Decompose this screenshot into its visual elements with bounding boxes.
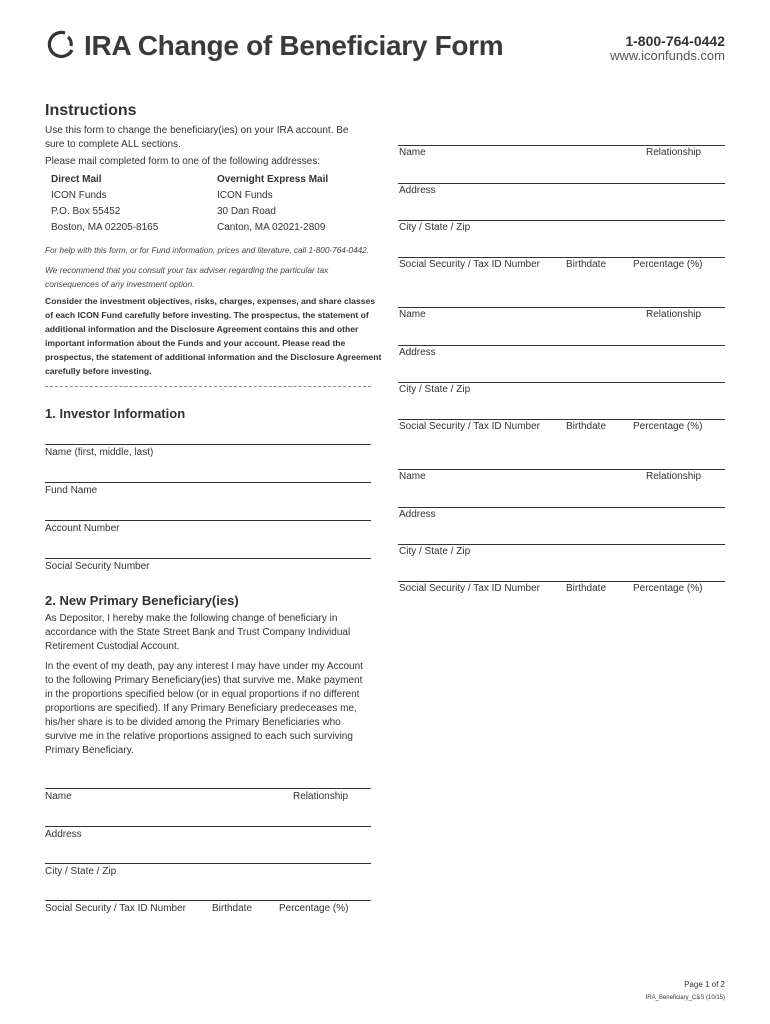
section1-heading: 1. Investor Information (45, 406, 186, 421)
beneficiary-city-label: City / State / Zip (399, 546, 471, 557)
beneficiary-city-label: City / State / Zip (399, 384, 471, 395)
beneficiary-address-line[interactable] (398, 183, 725, 184)
beneficiary-name-label: Name (399, 309, 426, 320)
beneficiary-percentage-label: Percentage (%) (633, 583, 703, 594)
section2-para2-line: in the proportions specified below (or in equal proportions if no different (45, 689, 360, 700)
direct-mail-line: Boston, MA 02205-8165 (51, 222, 159, 233)
website-link[interactable]: www.iconfunds.com (610, 48, 725, 63)
prospectus-line: carefully before investing. (45, 366, 152, 376)
beneficiary-percentage-label: Percentage (%) (279, 903, 349, 914)
fund-name-line[interactable] (45, 482, 371, 483)
account-number-label: Account Number (45, 523, 120, 534)
direct-mail-heading: Direct Mail (51, 174, 102, 185)
beneficiary-ssn-label: Social Security / Tax ID Number (399, 259, 540, 270)
section2-para1-line: As Depositor, I hereby make the following change of beneficiary in (45, 613, 338, 624)
beneficiary-address-label: Address (399, 347, 436, 358)
beneficiary-city-line[interactable] (398, 220, 725, 221)
instructions-heading: Instructions (45, 102, 137, 119)
beneficiary-name-line[interactable] (398, 145, 725, 146)
investor-name-label: Name (first, middle, last) (45, 447, 154, 458)
tax-advice-line: consequences of any investment option. (45, 279, 195, 289)
instructions-line: Use this form to change the beneficiary(ies) on your IRA account. Be (45, 125, 349, 136)
prospectus-line: Consider the investment objectives, risks, charges, expenses, and share classes (45, 296, 376, 306)
beneficiary-address-line[interactable] (398, 507, 725, 508)
beneficiary-name-label: Name (399, 471, 426, 482)
beneficiary-address-line[interactable] (398, 345, 725, 346)
section2-para2-line: his/her share is to be divided among the Primary Beneficiaries who (45, 717, 341, 728)
section2-para2-line: proportions are specified). If any Primary Beneficiary predeceases me, (45, 703, 357, 714)
icon-logo-icon (45, 28, 77, 60)
beneficiary-name-line[interactable] (398, 307, 725, 308)
ssn-label: Social Security Number (45, 561, 150, 572)
page-number: Page 1 of 2 (684, 980, 725, 989)
section2-para1-line: accordance with the State Street Bank and Trust Company Individual (45, 627, 351, 638)
beneficiary-name-line[interactable] (398, 469, 725, 470)
beneficiary-ssn-label: Social Security / Tax ID Number (399, 583, 540, 594)
beneficiary-percentage-label: Percentage (%) (633, 421, 703, 432)
beneficiary-ssn-line[interactable] (398, 257, 725, 258)
section2-para2-line: In the event of my death, pay any interest I may have under my Account (45, 661, 363, 672)
fund-name-label: Fund Name (45, 485, 98, 496)
beneficiary-birthdate-label: Birthdate (212, 903, 253, 914)
overnight-mail-line: Canton, MA 02021-2809 (217, 222, 326, 233)
prospectus-line: of each ICON Fund carefully before investing. The prospectus, the statement of (45, 310, 369, 320)
beneficiary-ssn-line[interactable] (398, 581, 725, 582)
beneficiary-address-label: Address (399, 509, 436, 520)
beneficiary-relationship-label: Relationship (646, 309, 702, 320)
beneficiary-ssn-line[interactable] (398, 419, 725, 420)
beneficiary-address-label: Address (399, 185, 436, 196)
form-title: IRA Change of Beneficiary Form (84, 30, 504, 61)
help-line: For help with this form, or for Fund information, prices and literature, call 1-800-764-0442. (45, 246, 370, 255)
beneficiary-ssn-label: Social Security / Tax ID Number (45, 903, 186, 914)
prospectus-line: prospectus, the statement of additional information and the Disclosure Agreement (45, 352, 382, 362)
beneficiary-ssn-line[interactable] (45, 900, 371, 901)
beneficiary-city-line[interactable] (398, 382, 725, 383)
beneficiary-address-line[interactable] (45, 826, 371, 827)
beneficiary-birthdate-label: Birthdate (566, 583, 607, 594)
prospectus-line: important information about the Funds and your account. Please read the (45, 338, 346, 348)
instructions-line: sure to complete ALL sections. (45, 139, 181, 150)
account-number-line[interactable] (45, 520, 371, 521)
section2-para1-line: Retirement Custodial Account. (45, 641, 180, 652)
investor-name-line[interactable] (45, 444, 371, 445)
phone-number: 1-800-764-0442 (625, 33, 725, 49)
section2-heading: 2. New Primary Beneficiary(ies) (45, 593, 239, 608)
direct-mail-line: P.O. Box 55452 (51, 206, 121, 217)
mail-intro: Please mail completed form to one of the following addresses: (45, 156, 321, 167)
beneficiary-relationship-label: Relationship (646, 471, 702, 482)
beneficiary-relationship-label: Relationship (293, 791, 349, 802)
beneficiary-ssn-label: Social Security / Tax ID Number (399, 421, 540, 432)
beneficiary-relationship-label: Relationship (646, 147, 702, 158)
ssn-line[interactable] (45, 558, 371, 559)
beneficiary-city-line[interactable] (45, 863, 371, 864)
section2-para2-line: to the following Primary Beneficiary(ies) that survive me. Make payment (45, 675, 363, 686)
beneficiary-birthdate-label: Birthdate (566, 259, 607, 270)
beneficiary-address-label: Address (45, 829, 82, 840)
overnight-mail-line: 30 Dan Road (217, 206, 276, 217)
beneficiary-birthdate-label: Birthdate (566, 421, 607, 432)
beneficiary-name-label: Name (399, 147, 426, 158)
direct-mail-line: ICON Funds (51, 190, 107, 201)
section2-para2-line: Primary Beneficiary. (45, 745, 134, 756)
section-divider (45, 386, 371, 387)
section2-para2-line: survive me in the relative proportions assigned to each such surviving (45, 731, 353, 742)
beneficiary-name-line[interactable] (45, 788, 371, 789)
prospectus-line: additional information and the Disclosure Agreement contains this and other (45, 324, 359, 334)
tax-advice-line: We recommend that you consult your tax adviser regarding the particular tax (45, 265, 329, 275)
overnight-mail-heading: Overnight Express Mail (217, 174, 329, 185)
overnight-mail-line: ICON Funds (217, 190, 273, 201)
beneficiary-city-label: City / State / Zip (45, 866, 117, 877)
beneficiary-city-line[interactable] (398, 544, 725, 545)
beneficiary-percentage-label: Percentage (%) (633, 259, 703, 270)
beneficiary-name-label: Name (45, 791, 72, 802)
beneficiary-city-label: City / State / Zip (399, 222, 471, 233)
form-code: IRA_Beneficiary_C&S (10/15) (645, 995, 725, 1001)
